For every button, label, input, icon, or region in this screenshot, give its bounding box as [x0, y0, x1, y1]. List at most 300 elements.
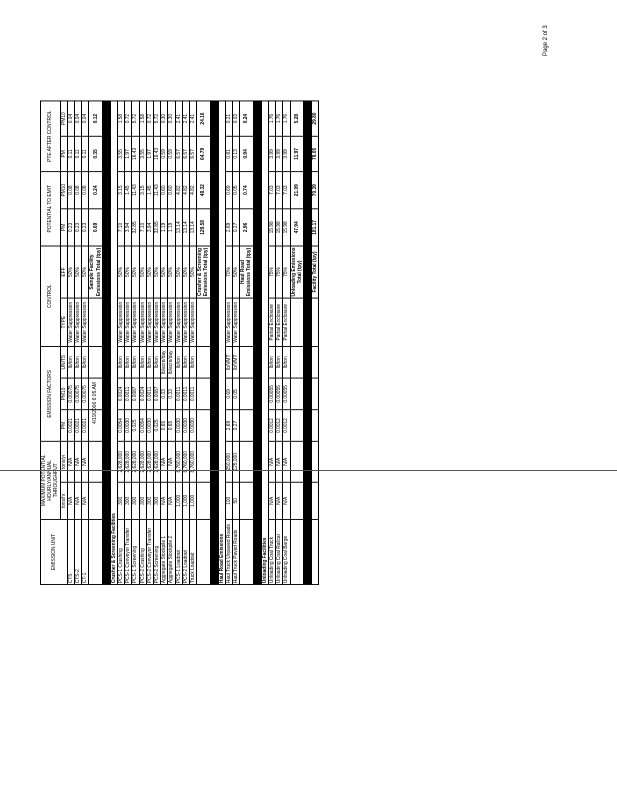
table-cell: 1,000 [175, 482, 182, 519]
table-cell: 2.41 [175, 101, 182, 136]
table-cell: 50% [161, 246, 168, 298]
table-cell: 0.0024 [139, 378, 146, 410]
table-cell: N/A [82, 441, 89, 482]
table-cell: 7.03 [268, 172, 275, 209]
table-cell [89, 441, 102, 482]
table-cell: 0.0087 [154, 378, 161, 410]
col-pm10-header: PM10 [60, 378, 67, 410]
table-cell: 2,628,000 [118, 441, 125, 482]
table-cell: 5.72 [132, 101, 139, 136]
table-cell: 0.0011 [182, 378, 189, 410]
table-cell: Haul Truck Paved Roads [233, 519, 240, 584]
table-cell: N/A [67, 441, 74, 482]
table-cell: 3.55 [118, 136, 125, 171]
table-row [168, 101, 175, 585]
table-cell: 1.76 [276, 101, 283, 136]
table-cell: N/A [161, 441, 168, 482]
table-cell: 3.99 [276, 136, 283, 171]
table-cell: 0.60 [161, 172, 168, 209]
table-cell: 4.82 [190, 172, 197, 209]
table-cell: 300 [118, 482, 125, 519]
table-cell: 0.35 [89, 136, 102, 171]
table-cell: 0.00055 [283, 378, 290, 410]
table-cell: 50% [132, 246, 139, 298]
table-cell: lb/acre/day [168, 346, 175, 378]
table-cell: Partial Enclosure [268, 298, 275, 346]
table-row [67, 101, 74, 585]
table-cell: 1.97 [125, 136, 132, 171]
table-cell: Haul Truck Unpaved Roads [225, 519, 232, 584]
table-cell: 15.98 [283, 209, 290, 246]
table-cell [290, 441, 303, 482]
table-cell: lb/ton [67, 346, 74, 378]
table-cell: lb/VMT [225, 346, 232, 378]
section-divider-row [210, 101, 218, 585]
table-cell: 3.94 [125, 209, 132, 246]
table-cell: 0.23 [75, 209, 82, 246]
table-cell: Aggregate Stockpile 1 [161, 519, 168, 584]
table-cell: 48.32 [197, 172, 210, 209]
table-cell: 300 [154, 482, 161, 519]
table-cell: 47.94 [290, 209, 303, 246]
table-cell: Unloading Coal Railcar [276, 519, 283, 584]
pte-group-header: POTENTIAL TO EMIT [41, 172, 61, 246]
table-cell: 0.11 [75, 136, 82, 171]
table-cell: 11.43 [154, 172, 161, 209]
table-cell: 75% [268, 246, 275, 298]
table-cell: lb/ton [182, 346, 189, 378]
table-cell: 1.45 [146, 172, 153, 209]
table-cell: N/A [75, 441, 82, 482]
table-cell: 16.43 [154, 136, 161, 171]
table-cell: 8,760,000 [175, 441, 182, 482]
table-cell: Unloading Coal Barge [283, 519, 290, 584]
table-cell [311, 482, 318, 519]
control-group-header: CONTROL [41, 246, 61, 346]
table-cell: 29.80 [311, 101, 318, 136]
table-cell: Unloading Coal Truck [268, 519, 275, 584]
table-cell [290, 346, 303, 378]
table-cell: Crusher & Screening Emissions Total (tpy) [197, 247, 210, 297]
table-cell: 0.21 [225, 101, 232, 136]
table-cell: 0.27 [233, 410, 240, 442]
table-cell: N/A [276, 482, 283, 519]
col-after-pm-header: PM [60, 136, 67, 171]
table-row [82, 101, 89, 585]
table-cell: 1.19 [161, 209, 168, 246]
table-cell: Water Suppression [146, 298, 153, 346]
table-cell: 0.0030 [182, 410, 189, 442]
table-cell: N/A [168, 441, 175, 482]
table-cell: 1,000 [182, 482, 189, 519]
table-cell: 78.05 [311, 136, 318, 171]
table-cell: 15.98 [276, 209, 283, 246]
table-row [118, 101, 125, 585]
table-cell: 0.0012 [283, 410, 290, 442]
table-cell: 0.05 [233, 378, 240, 410]
table-cell: 8,760,000 [190, 441, 197, 482]
table-cell: 0.0024 [118, 378, 125, 410]
table-cell [311, 298, 318, 346]
page-divider [0, 470, 617, 471]
table-cell [240, 298, 253, 346]
table-cell: CTS-2 [75, 519, 82, 584]
table-cell: 32.85 [154, 209, 161, 246]
table-cell [89, 346, 102, 378]
table-row [75, 101, 82, 585]
col-pm-header: PM [60, 410, 67, 442]
table-cell: lb/acre/day [161, 346, 168, 378]
table-row [175, 101, 182, 585]
table-cell: Haul Road Emissions Total (tpy) [240, 247, 253, 297]
table-cell: Water Suppression [182, 298, 189, 346]
total-row [290, 101, 303, 585]
table-row [182, 101, 189, 585]
table-cell: 4.82 [175, 172, 182, 209]
table-cell: 7.03 [283, 172, 290, 209]
section-divider-cell [303, 101, 311, 585]
table-cell: 181.17 [311, 209, 318, 246]
table-cell: PCS-1 Conveyor Transfer [125, 519, 132, 584]
table-cell: Truck Loadout [190, 519, 197, 584]
table-cell: 0.11 [82, 136, 89, 171]
table-cell [290, 519, 303, 584]
table-cell: 0.0030 [190, 410, 197, 442]
col-source-header: EMISSION UNIT [41, 519, 68, 584]
table-cell: 300 [139, 482, 146, 519]
table-cell: N/A [283, 482, 290, 519]
table-cell: 13.14 [175, 209, 182, 246]
table-cell [290, 298, 303, 346]
table-cell: 0.69 [89, 209, 102, 246]
table-cell: lb/ton [125, 346, 132, 378]
table-cell: PCS-2 Screening [154, 519, 161, 584]
table-cell: PCS-2 Crushing [139, 519, 146, 584]
table-cell: Water Suppression [132, 298, 139, 346]
table-cell: 50% [190, 246, 197, 298]
table-cell: 0.08 [75, 172, 82, 209]
section-divider-cell [102, 101, 110, 585]
table-cell: lb/ton [276, 346, 283, 378]
table-cell: PCS-2 Loadout [182, 519, 189, 584]
table-cell: Water Suppression [75, 298, 82, 346]
table-cell: Water Suppression [225, 298, 232, 346]
table-cell [197, 519, 210, 584]
total-row [311, 101, 318, 585]
table-cell: 2,628,000 [146, 441, 153, 482]
col-hourly-header: tons/hr [60, 482, 67, 519]
table-cell: 2.41 [182, 101, 189, 136]
table-cell: 129.58 [197, 209, 210, 246]
table-cell [197, 298, 210, 346]
table-cell: 0.0012 [276, 410, 283, 442]
table-cell: Water Suppression [190, 298, 197, 346]
table-cell: 0.33 [168, 378, 175, 410]
table-cell: lb/ton [190, 346, 197, 378]
table-cell [311, 410, 318, 442]
table-cell [89, 519, 102, 584]
table-cell: N/A [161, 482, 168, 519]
table-cell [240, 378, 253, 410]
table-cell: 0.05 [233, 172, 240, 209]
table-cell [311, 441, 318, 482]
col-annual-header: tons/yr [60, 441, 67, 482]
table-cell: 1.76 [268, 101, 275, 136]
table-cell: 0.12 [89, 101, 102, 136]
table-cell: Water Suppression [175, 298, 182, 346]
table-cell: 0.0021 [75, 410, 82, 442]
table-cell: Sample Facility Emissions Total (tpy) [89, 247, 102, 297]
table-cell [311, 346, 318, 378]
table-cell: 0.24 [240, 101, 253, 136]
table-cell: 11.43 [132, 172, 139, 209]
table-cell: lb/ton [283, 346, 290, 378]
table-row [268, 101, 275, 585]
table-cell: 5.72 [154, 101, 161, 136]
table-cell: 2.41 [190, 101, 197, 136]
table-cell: 0.04 [75, 101, 82, 136]
table-cell: lb/ton [175, 346, 182, 378]
table-row [132, 101, 139, 585]
table-row [154, 101, 161, 585]
table-cell: 7.10 [118, 209, 125, 246]
table-cell: N/A [268, 482, 275, 519]
table-cell: 0.72 [125, 101, 132, 136]
table-cell: 8,760,000 [182, 441, 189, 482]
total-row [240, 101, 253, 585]
table-cell: Water Suppression [82, 298, 89, 346]
table-cell: 50% [146, 246, 153, 298]
table-cell: 32.85 [132, 209, 139, 246]
col-pte-pm-header: PM [60, 209, 67, 246]
table-cell: 0.03 [233, 101, 240, 136]
table-cell: 0.65 [168, 410, 175, 442]
table-cell: Facility Total (tpy) [311, 246, 318, 298]
table-cell [89, 298, 102, 346]
table-cell: 0.33 [161, 378, 168, 410]
table-cell: 0.27 [233, 209, 240, 246]
table-cell: Water Suppression [233, 298, 240, 346]
table-cell: 0.0012 [268, 410, 275, 442]
table-cell [197, 378, 210, 410]
table-cell: 75% [283, 246, 290, 298]
table-cell: 16.43 [132, 136, 139, 171]
section-label: Unloading Facilities [261, 101, 268, 585]
table-cell: 0.00055 [268, 378, 275, 410]
table-cell: 250,000 [225, 441, 232, 482]
table-cell: 2.69 [225, 410, 232, 442]
table-cell: 0.24 [89, 172, 102, 209]
table-cell: lb/VMT [233, 346, 240, 378]
col-units-header: UNITS [60, 346, 67, 378]
section-divider-row [303, 101, 311, 585]
table-cell [240, 441, 253, 482]
table-cell: 15.98 [268, 209, 275, 246]
table-cell: 2,628,000 [154, 441, 161, 482]
section-divider-cell [210, 101, 218, 585]
table-row [283, 101, 290, 585]
section-divider-cell [253, 101, 261, 585]
section-label: Crusher & Screening Facilities [110, 101, 117, 585]
col-type-header: TYPE [60, 298, 67, 346]
table-cell: 300 [132, 482, 139, 519]
table-cell: 50% [175, 246, 182, 298]
table-cell: Water Suppression [118, 298, 125, 346]
table-cell: 0.0030 [125, 410, 132, 442]
table-cell: 3.15 [139, 172, 146, 209]
table-row [125, 101, 132, 585]
table-cell: 2.69 [225, 209, 232, 246]
table-row [276, 101, 283, 585]
table-cell: lb/ton [118, 346, 125, 378]
table-cell: N/A [268, 441, 275, 482]
table-cell: 70% [225, 246, 232, 298]
emissions-table-body [67, 101, 318, 585]
table-cell: 50% [139, 246, 146, 298]
table-cell: 0.08 [67, 172, 74, 209]
table-cell: lb/ton [268, 346, 275, 378]
table-cell: 1.58 [118, 101, 125, 136]
table-cell: 1.45 [125, 172, 132, 209]
table-cell [197, 346, 210, 378]
table-cell: 1.76 [283, 101, 290, 136]
table-cell: 0.69 [225, 378, 232, 410]
table-cell: 4.82 [182, 172, 189, 209]
table-cell: 75% [276, 246, 283, 298]
table-cell: 0.0054 [139, 410, 146, 442]
total-row [89, 101, 102, 585]
table-cell: 0.13 [233, 136, 240, 171]
table-cell: 50% [82, 246, 89, 298]
column-header-row [60, 101, 67, 585]
table-cell: 0.0087 [132, 378, 139, 410]
table-row [161, 101, 168, 585]
table-cell: lb/ton [139, 346, 146, 378]
table-row [233, 101, 240, 585]
table-cell: 300 [146, 482, 153, 519]
col-after-pm10-header: PM10 [60, 101, 67, 136]
table-cell: 0.23 [82, 209, 89, 246]
table-cell: 7.03 [276, 172, 283, 209]
table-cell: N/A [276, 441, 283, 482]
table-cell: N/A [75, 482, 82, 519]
table-cell: 0.00075 [67, 378, 74, 410]
table-cell: 3.94 [146, 209, 153, 246]
table-cell: 50% [67, 246, 74, 298]
section-divider-row [253, 101, 261, 585]
table-cell: Aggregate Stockpile 2 [168, 519, 175, 584]
table-cell: 64.79 [197, 136, 210, 171]
table-cell: Water Suppression [168, 298, 175, 346]
table-cell: 0.0021 [67, 410, 74, 442]
factors-group-header: EMISSION FACTORS [41, 346, 61, 441]
table-cell [311, 519, 318, 584]
col-pte-pm10-header: PM10 [60, 172, 67, 209]
table-cell: 0.025 [154, 410, 161, 442]
table-cell: 13.14 [190, 209, 197, 246]
table-cell: 0.0011 [146, 378, 153, 410]
table-cell: N/A [283, 441, 290, 482]
table-cell: Water Suppression [154, 298, 161, 346]
table-cell [240, 519, 253, 584]
table-cell: 0.23 [67, 209, 74, 246]
table-cell: Unloading Emissions Total (tpy) [290, 247, 303, 297]
table-cell: 0.72 [146, 101, 153, 136]
table-cell: lb/ton [132, 346, 139, 378]
table-cell [311, 378, 318, 410]
table-cell: lb/ton [154, 346, 161, 378]
table-cell: 5.28 [290, 101, 303, 136]
table-cell: 0.94 [240, 136, 253, 171]
table-cell: 0.00055 [276, 378, 283, 410]
table-cell: lb/ton [146, 346, 153, 378]
table-cell: 2.96 [240, 209, 253, 246]
table-row [190, 101, 197, 585]
table-cell: 13.14 [182, 209, 189, 246]
section-label: Haul Road Emissions [218, 101, 225, 585]
table-cell: 50% [168, 246, 175, 298]
table-cell: 3.15 [118, 172, 125, 209]
table-cell: 2,628,000 [139, 441, 146, 482]
table-cell: CTS [67, 519, 74, 584]
table-cell: 0.0011 [125, 378, 132, 410]
table-cell: 0.74 [240, 172, 253, 209]
section-divider-row [102, 101, 110, 585]
table-cell: PCS-2 Conveyor Transfer [146, 519, 153, 584]
table-cell [290, 482, 303, 519]
table-cell: 1.97 [146, 136, 153, 171]
table-cell: 50% [125, 246, 132, 298]
section-header-row [261, 101, 268, 585]
table-cell: 0.0021 [82, 410, 89, 442]
table-cell: 125,000 [233, 441, 240, 482]
table-cell: 0.30 [161, 101, 168, 136]
table-cell: 1.58 [139, 101, 146, 136]
table-cell: 0.00075 [75, 378, 82, 410]
table-row [139, 101, 146, 585]
table-cell: 11.97 [290, 136, 303, 171]
table-cell: 0.60 [168, 172, 175, 209]
table-cell: Partial Enclosure [276, 298, 283, 346]
table-cell: CT-1 [82, 519, 89, 584]
table-cell [240, 346, 253, 378]
table-cell [197, 441, 210, 482]
table-cell: 7.10 [139, 209, 146, 246]
group-header-row [41, 101, 61, 585]
table-cell: 21.09 [290, 172, 303, 209]
table-cell: 300 [125, 482, 132, 519]
table-cell: 1,000 [190, 482, 197, 519]
table-row [146, 101, 153, 585]
table-cell: Water Suppression [161, 298, 168, 346]
table-cell: 6.57 [182, 136, 189, 171]
table-cell: 0.30 [168, 101, 175, 136]
table-cell: 0.04 [82, 101, 89, 136]
page-number: Page 2 of 3 [543, 25, 549, 56]
table-cell: 0.00075 [82, 378, 89, 410]
footer-code: 4/19/2006 6:05 AM [92, 382, 98, 424]
table-cell: 2,628,000 [125, 441, 132, 482]
table-cell: 1.19 [168, 209, 175, 246]
total-row [197, 101, 210, 585]
table-cell: lb/ton [75, 346, 82, 378]
section-header-row [218, 101, 225, 585]
table-cell: 70.39 [311, 172, 318, 209]
table-cell: 0.59 [161, 136, 168, 171]
col-eff-header: EFF [60, 246, 67, 298]
section-header-row [110, 101, 117, 585]
table-cell: 100 [225, 482, 232, 519]
